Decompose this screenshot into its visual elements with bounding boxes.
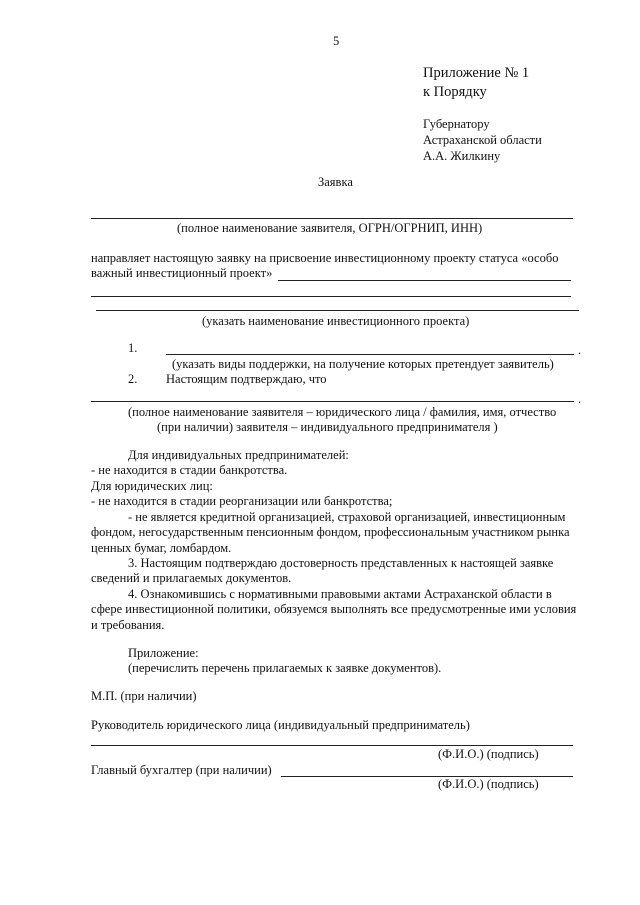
request-text-line-2: важный инвестиционный проект» bbox=[91, 266, 273, 280]
ul-item-2-line-1: - не является кредитной организацией, страховой организацией, инвестиционным bbox=[128, 510, 566, 524]
ul-item-1: - не находится в стадии реорганизации или банкротства; bbox=[91, 494, 393, 508]
page-number: 5 bbox=[333, 34, 340, 48]
support-caption: (указать виды поддержки, на получение которых претендует заявитель) bbox=[172, 357, 554, 371]
item-1-dot: . bbox=[578, 343, 582, 357]
appendix-line-1: Приложение № 1 bbox=[423, 65, 530, 81]
ip-header: Для индивидуальных предпринимателей: bbox=[128, 448, 349, 462]
project-caption: (указать наименование инвестиционного проекта) bbox=[202, 314, 470, 328]
document-title: Заявка bbox=[318, 175, 353, 189]
head-signature-line bbox=[91, 745, 573, 746]
request-fill-line-2 bbox=[91, 296, 571, 297]
project-name-line bbox=[96, 310, 579, 311]
attachment-text: (перечислить перечень прилагаемых к заявке документов). bbox=[128, 661, 442, 675]
head-sign-caption: (Ф.И.О.) (подпись) bbox=[438, 747, 539, 761]
addressee-block bbox=[423, 116, 542, 164]
item-4-line-3: и требования. bbox=[91, 618, 165, 632]
applicant-2-caption-line-2: (при наличии) заявителя – индивидуального предпринимателя ) bbox=[157, 420, 498, 434]
ip-item: - не находится в стадии банкротства. bbox=[91, 463, 288, 477]
request-text-line-1: направляет настоящую заявку на присвоение инвестиционному проекту статуса «особо bbox=[91, 251, 559, 265]
request-fill-line-1 bbox=[278, 280, 571, 281]
applicant-caption: (полное наименование заявителя, ОГРН/ОГРНИП, ИНН) bbox=[177, 221, 483, 235]
ul-item-2-line-2: фондом, негосударственным пенсионным фондом, профессиональным участником рынка bbox=[91, 525, 570, 539]
addressee-line-2: Астраханской области bbox=[423, 133, 542, 147]
item-3-line-1: 3. Настоящим подтверждаю достоверность представленных к настоящей заявке bbox=[128, 556, 554, 570]
accountant-sign-caption: (Ф.И.О.) (подпись) bbox=[438, 777, 539, 791]
item-4-line-2: сфере инвестиционной политики, обязуемся выполнять все предусмотренные ими условия bbox=[91, 602, 577, 616]
support-types-line bbox=[166, 354, 574, 355]
item-2-dot: . bbox=[578, 392, 582, 406]
ul-item-2-line-3: ценных бумаг, ломбардом. bbox=[91, 541, 232, 555]
addressee-line-1: Губернатору bbox=[423, 117, 490, 131]
item-2-number: 2. bbox=[128, 372, 138, 386]
item-4-line-1: 4. Ознакомившись с нормативными правовыми актами Астраханской области в bbox=[128, 587, 552, 601]
appendix-line-2: к Порядку bbox=[423, 84, 487, 100]
applicant-2-line bbox=[91, 401, 574, 402]
appendix-block bbox=[423, 64, 529, 102]
applicant-2-caption-line-1: (полное наименование заявителя – юридического лица / фамилия, имя, отчество bbox=[128, 405, 557, 419]
accountant-label: Главный бухгалтер (при наличии) bbox=[91, 763, 272, 777]
item-1-number: 1. bbox=[128, 341, 138, 355]
item-3-line-2: сведений и прилагаемых документов. bbox=[91, 571, 292, 585]
ul-header: Для юридических лиц: bbox=[91, 479, 213, 493]
attachment-header: Приложение: bbox=[128, 646, 199, 660]
addressee-line-3: А.А. Жилкину bbox=[423, 149, 501, 163]
head-label: Руководитель юридического лица (индивидуальный предприниматель) bbox=[91, 718, 470, 732]
applicant-name-line bbox=[91, 218, 573, 219]
stamp-label: М.П. (при наличии) bbox=[91, 689, 197, 703]
item-2-text: Настоящим подтверждаю, что bbox=[166, 372, 327, 386]
